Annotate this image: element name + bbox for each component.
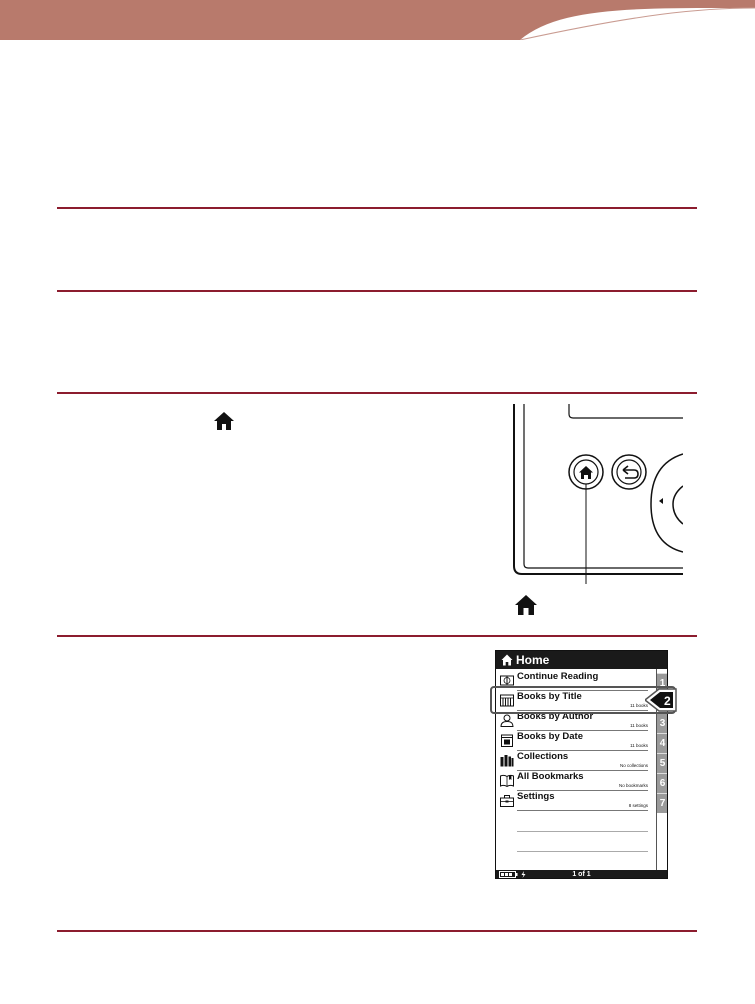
section-divider — [57, 930, 697, 932]
calendar-icon — [500, 734, 514, 747]
bookmark-book-icon — [500, 774, 514, 787]
battery-icon — [499, 871, 519, 878]
menu-item-collections[interactable] — [496, 751, 656, 771]
screen-header — [496, 651, 667, 669]
header-banner — [0, 0, 755, 40]
number-tab[interactable]: 1 — [657, 673, 668, 693]
reader-home-screen — [495, 650, 668, 879]
screen-header-title: Home — [516, 653, 550, 667]
section-divider — [57, 392, 697, 394]
menu-item-settings[interactable] — [496, 791, 656, 811]
menu-item-count: 8 settings — [628, 803, 648, 808]
number-tab[interactable]: 4 — [657, 733, 668, 753]
menu-item-count: No bookmarks — [618, 783, 648, 788]
menu-item-label: Books by Title — [517, 691, 582, 702]
charging-icon — [521, 871, 526, 878]
menu-item-count: 11 books — [630, 723, 648, 728]
menu-item-label: Books by Author — [517, 711, 594, 722]
empty-row-divider — [517, 831, 648, 832]
menu-item-count: 11 books — [630, 743, 648, 748]
toolbox-icon — [500, 794, 514, 807]
menu-item-books-by-date[interactable] — [496, 731, 656, 751]
menu-item-count: No collections — [619, 763, 648, 768]
home-icon — [501, 654, 513, 666]
section-divider — [57, 207, 697, 209]
number-tab[interactable]: 5 — [657, 753, 668, 773]
selected-tab-number: 2 — [664, 694, 671, 708]
menu-item-all-bookmarks[interactable] — [496, 771, 656, 791]
home-icon — [514, 594, 538, 616]
menu-item-books-by-author[interactable] — [496, 711, 656, 731]
collections-icon — [500, 754, 514, 767]
selection-pointer-icon — [645, 688, 677, 712]
home-icon — [213, 411, 235, 431]
menu-item-label: Books by Date — [517, 731, 583, 742]
screen-footer — [496, 870, 667, 879]
menu-item-count: 11 books — [630, 703, 648, 708]
section-divider — [57, 635, 697, 637]
menu-item-label: Continue Reading — [517, 671, 599, 682]
menu-item-label: Collections — [517, 751, 569, 762]
device-illustration — [497, 404, 683, 584]
person-icon — [500, 714, 514, 727]
empty-row-divider — [517, 851, 648, 852]
number-tab[interactable]: 7 — [657, 793, 668, 813]
menu-item-label: All Bookmarks — [517, 771, 584, 782]
page-indicator: 1 of 1 — [572, 871, 591, 878]
number-tab[interactable]: 3 — [657, 713, 668, 733]
section-divider — [57, 290, 697, 292]
menu-item-label: Settings — [517, 791, 555, 802]
number-tab[interactable]: 6 — [657, 773, 668, 793]
